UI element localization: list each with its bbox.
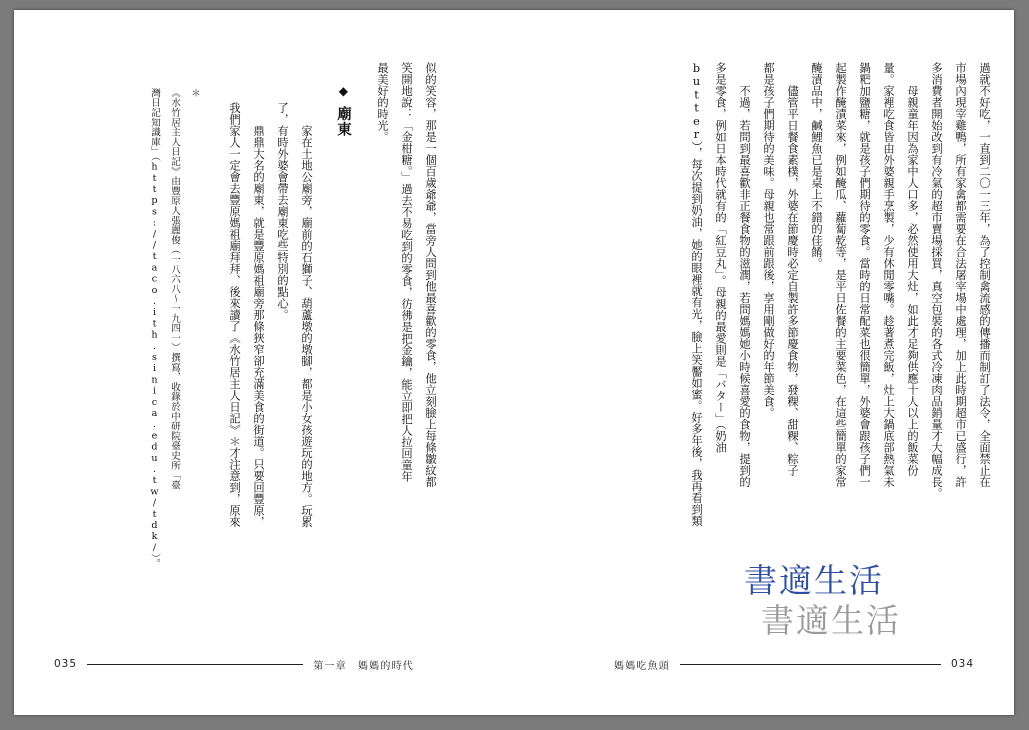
body-column: 多消費者開始改到有冷氣的超市賣場採買，真空包裝的各式冷凍肉品銷量才大幅成長。 [930, 62, 943, 499]
body-column: 都是孩子們期待的美味。母親也常跟前跟後，享用剛做好的年節美食。 [762, 62, 775, 419]
footnote-line: 《水竹居主人日記》由豐原人張麗俊（一八六八～一九四一）撰寫，收錄於中研院臺史所「臺 [169, 88, 180, 490]
footer-rule [87, 664, 303, 665]
page-right [514, 10, 1014, 715]
body-column: 鼎鼎大名的廟東，就是豐原媽祖廟旁那條狹窄卻充滿美食的街道。只要回豐原， [252, 102, 265, 528]
page-footer-right [614, 657, 974, 671]
body-column: 醃漬品中，鹹鯉魚已是桌上不錯的佳餚。 [810, 62, 823, 269]
footer-rule [680, 664, 941, 665]
footnote-line: 灣日記知識庫」（https://taco.ith.sinica.edu.tw/tdk/）。 [149, 88, 160, 569]
body-column: 家在土地公廟旁，廟前的石獅子、葫蘆墩的墩腳，都是小女孩遊玩的地方。玩累 [300, 102, 313, 528]
section-title: 廟東 [335, 106, 352, 137]
watermark-primary: 書適生活 [744, 561, 884, 600]
body-column: 最美好的時光。 [376, 62, 389, 143]
watermark-secondary: 書適生活 [761, 601, 901, 640]
body-column: 量。家裡吃食皆由外婆親手烹製，少有休閒零嘴。趁著煮完飯，灶上大鍋底部熱氣未 [882, 62, 895, 488]
body-column: 儘管平日餐食素樸，外婆在節慶時必定自製許多節慶食物，發粿、甜粿、粽子 [786, 62, 799, 476]
page-left [14, 10, 514, 715]
footnote-marker: ＊ [189, 88, 200, 98]
book-spread [14, 10, 1014, 715]
body-column: 過就不好吃，一直到二〇一三年，為了控制禽流感的傳播而制訂了法令，全面禁止在 [978, 62, 991, 488]
page-footer-left [54, 657, 414, 671]
footer-chapter-title: 媽媽吃魚頭 [614, 660, 670, 672]
body-column: 多是零食，例如日本時代就有的「紅豆丸」。母親的最愛則是「バター」（奶油 [714, 62, 727, 454]
body-column: 了，有時外婆會帶去廟東吃些特別的點心。 [276, 102, 289, 321]
body-column: 我們家人一定會去豐原媽祖廟拜拜、後來讀了《水竹居主人日記》＊才注意到，原來 [228, 102, 241, 528]
body-column: 似的笑容，那是一個百歲爺爺，當旁人問到他最喜歡的零食，他立刻臉上每條皺紋都 [424, 62, 437, 488]
body-column: 市場內現宰雞鴨，所有家禽都需要在合法屠宰場中處理，加上此時期超市已盛行，許 [954, 62, 967, 488]
page-number-left: 035 [54, 658, 78, 670]
page-number-right: 034 [950, 658, 974, 670]
body-column: 鍋粑加鹽糖，就是孩子們期待的零食。當時的日常配菜也很簡單，外婆會跟孩子們一 [858, 62, 871, 488]
footer-chapter-title: 第一章 媽媽的時代 [313, 660, 414, 672]
section-marker-icon: ◆ [338, 84, 348, 98]
body-column: 不過，若問到最喜歡非正餐食物的滋潤，若問媽媽她小時候喜愛的食物，提到的 [738, 62, 751, 488]
body-column: 笑開地說：「金柑糖。」過去不易吃到的零食，彷彿是把金鑰，能立即把人拉回童年 [400, 62, 413, 482]
body-column: butter），每次提到奶油，她的眼裡就有光，臉上笑靨如蜜。好多年後，我再看到類 [690, 62, 703, 527]
body-column: 起製作醃漬菜來，例如醃瓜、蘿蔔乾等，是平日佐餐的主要菜色，在這些簡單的家常 [834, 62, 847, 488]
body-column: 母親童年因為家中人口多，必然使用大灶，如此才足夠供應十人以上的飯菜份 [906, 62, 919, 476]
